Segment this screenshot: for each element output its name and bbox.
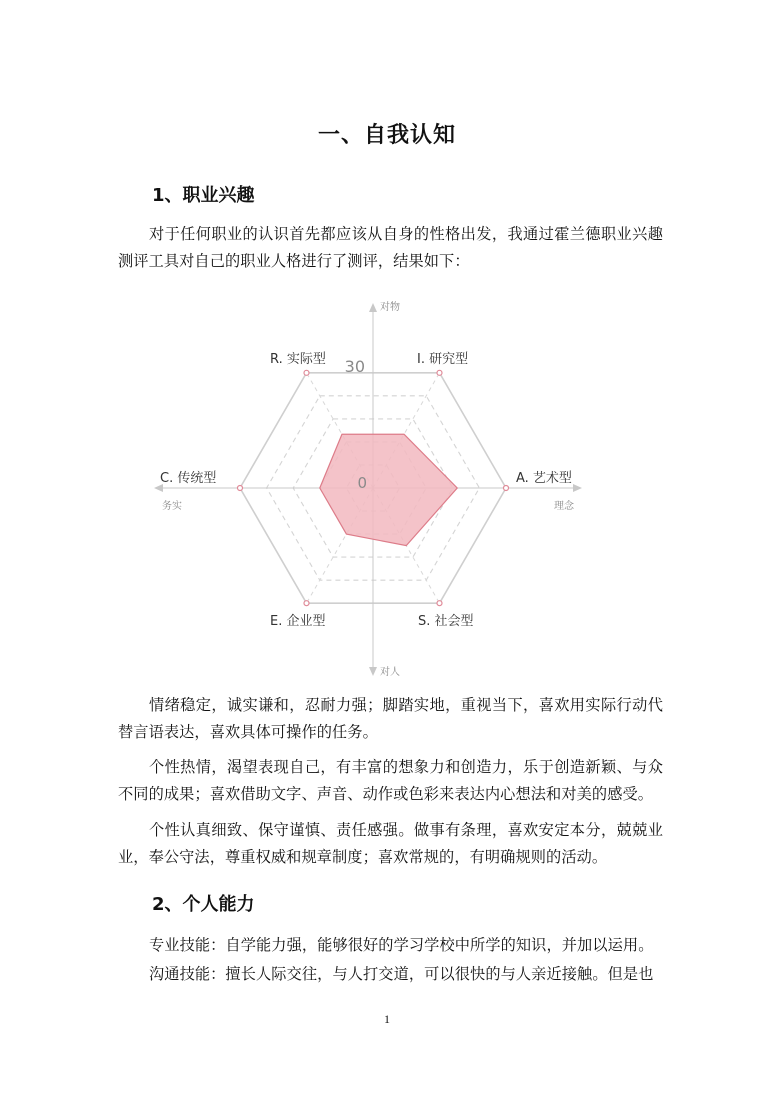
arrow-up-icon	[369, 303, 377, 312]
paragraph-realistic: 情绪稳定，诚实谦和，忍耐力强；脚踏实地，重视当下，喜欢用实际行动代替言语表达，喜欢具体可操作的任务。	[118, 696, 663, 741]
arrow-down-icon	[369, 667, 377, 676]
holland-radar-chart	[150, 292, 590, 682]
scale-label-max: 30	[344, 357, 365, 376]
axis-label-enterprising: E. 企业型	[270, 614, 326, 629]
axis-vertex-dot	[437, 601, 442, 606]
axis-label-investigative: I. 研究型	[417, 352, 469, 367]
arrow-right-icon	[573, 484, 582, 492]
axis-label-realistic: R. 实际型	[270, 352, 326, 367]
direction-label-ideas: 理念	[554, 501, 574, 512]
ability-line-communication: 沟通技能：擅长人际交往，与人打交道，可以很快的与人亲近接触。但是也	[149, 965, 654, 983]
page-number: 1	[384, 1012, 390, 1026]
axis-vertex-dot	[504, 486, 509, 491]
axis-label-conventional: C. 传统型	[160, 471, 217, 486]
score-polygon	[320, 434, 457, 545]
axis-vertex-dot	[238, 486, 243, 491]
direction-label-people: 对人	[380, 667, 400, 678]
ability-line-professional: 专业技能：自学能力强，能够很好的学习学校中所学的知识，并加以运用。	[149, 936, 654, 954]
section-heading-ability: 2、个人能力	[152, 894, 255, 915]
paragraph-artistic: 个性热情，渴望表现自己，有丰富的想象力和创造力，乐于创造新颖、与众不同的成果；喜欢借助文字、声音、动作或色彩来表达内心想法和对美的感受。	[118, 758, 663, 803]
axis-vertex-dot	[304, 370, 309, 375]
intro-paragraph: 对于任何职业的认识首先都应该从自身的性格出发，我通过霍兰德职业兴趣测评工具对自己的职业人格进行了测评，结果如下：	[118, 225, 663, 270]
axis-vertex-dot	[304, 601, 309, 606]
direction-label-practical: 务实	[162, 501, 182, 512]
page-title: 一、自我认知	[317, 123, 456, 148]
axis-vertex-dot	[437, 370, 442, 375]
direction-label-things: 对物	[380, 302, 400, 313]
axis-label-artistic: A. 艺术型	[516, 471, 572, 486]
scale-label-min: 0	[357, 474, 367, 492]
section-heading-interest: 1、职业兴趣	[152, 185, 255, 206]
axis-label-social: S. 社会型	[418, 614, 474, 629]
paragraph-conventional: 个性认真细致、保守谨慎、责任感强。做事有条理，喜欢安定本分，兢兢业业，奉公守法，尊重权威和规章制度；喜欢常规的，有明确规则的活动。	[118, 821, 663, 866]
